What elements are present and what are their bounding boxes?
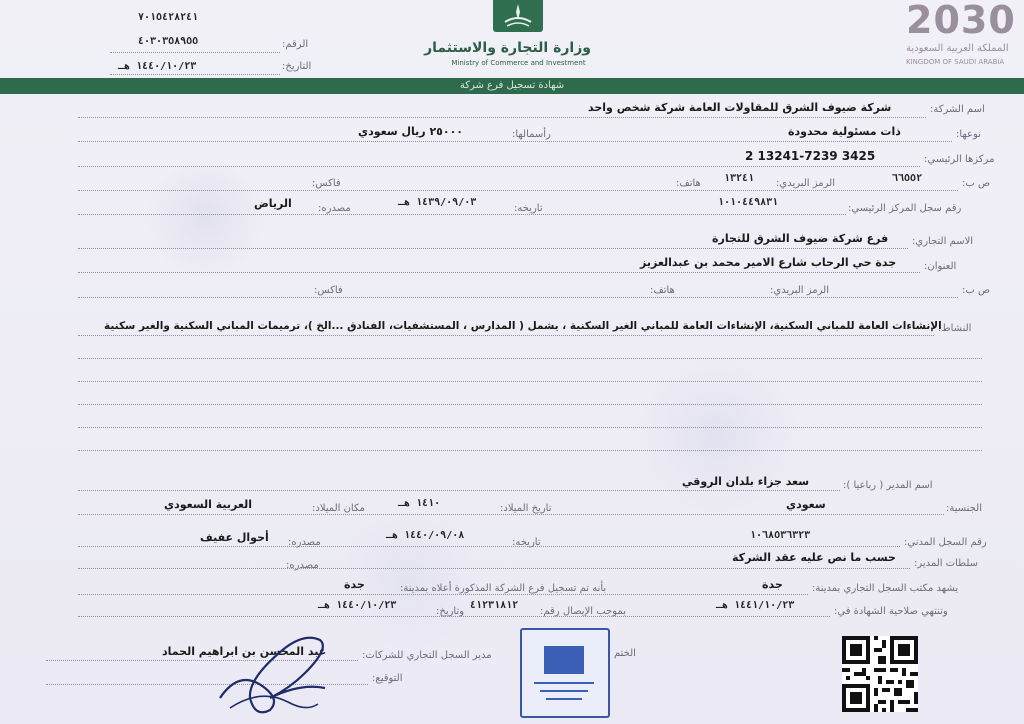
expiry-line <box>78 616 830 617</box>
activity-line-3 <box>78 381 982 382</box>
director-label: مدير السجل التجاري للشركات: <box>362 650 492 661</box>
receipt-label: بموجب الإيصال رقم: <box>540 606 626 617</box>
title-banner <box>0 78 1024 94</box>
id-line <box>78 546 900 547</box>
branch-pobox-label: ص ب: <box>962 285 991 296</box>
branch-postal-label: الرمز البريدي: <box>770 285 829 296</box>
certificate-title: شهادة تسجيل فرع شركة <box>459 80 565 91</box>
stamp-emblem-icon <box>544 646 584 674</box>
main-cr-line <box>78 214 846 215</box>
stamp-line-1 <box>534 682 594 684</box>
signature-icon <box>210 628 340 720</box>
stamp-line-2 <box>540 690 588 692</box>
id-label: رقم السجل المدني: <box>904 537 987 548</box>
activity-line-5 <box>78 427 982 428</box>
expiry-date: ١٤٤١/١٠/٢٣ هـ <box>716 600 795 611</box>
pobox-value: ٦٦٥٥٢ <box>892 173 923 184</box>
receipt-date-label: وتاريخ: <box>436 606 465 617</box>
stamp-label: الختم <box>614 648 636 659</box>
source-value: الرياض <box>254 197 292 210</box>
nationality-label: الجنسية: <box>946 503 982 514</box>
company-name-value: شركة ضيوف الشرق للمقاولات العامة شركة شخص واحد <box>588 101 892 114</box>
id-date-value: ١٤٤٠/٠٩/٠٨ هـ <box>386 530 465 541</box>
birth-date-label: تاريخ الميلاد: <box>500 503 552 514</box>
postal-value: ١٣٢٤١ <box>724 173 755 184</box>
ref-number: ٧٠١٥٤٢٨٢٤١ <box>138 12 199 23</box>
id-value: ١٠٦٨٥٣٦٣٢٣ <box>750 530 811 541</box>
qr-code-icon[interactable] <box>842 636 918 712</box>
ministry-name-en: Ministry of Commerce and Investment <box>451 59 586 67</box>
manager-name-line <box>78 490 840 491</box>
hq-label: مركزها الرئيسي: <box>924 154 995 165</box>
nationality-line <box>78 514 944 515</box>
address-value: جدة حي الرحاب شارع الامير محمد بن عبدالعزيز <box>640 256 897 269</box>
birth-place-label: مكان الميلاد: <box>312 503 365 514</box>
pobox-label: ص ب: <box>962 178 991 189</box>
fax-label: فاكس: <box>312 178 341 189</box>
main-cr-label: رقم سجل المركز الرئيسي: <box>848 203 962 214</box>
activity-line-4 <box>78 404 982 405</box>
main-cr-value: ١٠١٠٤٤٩٨٣١ <box>718 197 779 208</box>
vision-2030-logo: 2030 <box>906 0 1016 42</box>
address-label: العنوان: <box>924 261 957 272</box>
official-stamp-icon <box>520 628 610 718</box>
birth-place-value: العربية السعودي <box>164 498 252 511</box>
main-cr-date-value: ١٤٣٩/٠٩/٠٣ هـ <box>398 197 477 208</box>
ref-number-2: ٤٠٣٠٣٥٨٩٥٥ <box>138 36 199 47</box>
trade-name-value: فرع شركة ضيوف الشرق للتجارة <box>712 232 889 245</box>
pobox-line <box>78 190 958 191</box>
cert-line1-text: بأنه تم تسجيل فرع الشركة المذكورة أعلاه بمدينة: <box>400 583 607 594</box>
hq-line <box>78 166 920 167</box>
activity-line-2 <box>78 358 982 359</box>
authority-source-label: مصدره: <box>286 560 319 571</box>
date-line <box>110 74 280 75</box>
ref-label: الرقم: <box>282 39 309 50</box>
vision-country-en: KINGDOM OF SAUDI ARABIA <box>906 58 1005 66</box>
cert-line1-city2: جدة <box>344 578 365 591</box>
company-name-label: اسم الشركة: <box>930 104 985 115</box>
authority-label: سلطات المدير: <box>914 558 979 569</box>
source-label: مصدره: <box>318 203 351 214</box>
ministry-name-ar: وزارة التجارة والاستثمار <box>424 40 591 56</box>
capital-label: رأسمالها: <box>512 129 551 140</box>
date-label: التاريخ: <box>282 61 312 72</box>
activity-line-6 <box>78 450 982 451</box>
cert-line1 <box>78 594 808 595</box>
ministry-emblem-icon <box>493 0 543 32</box>
stamp-line-3 <box>546 698 582 700</box>
receipt-date-value: ١٤٤٠/١٠/٢٣ هـ <box>318 600 397 611</box>
address-line <box>78 272 920 273</box>
company-type-value: ذات مسئولية محدودة <box>788 125 901 138</box>
authority-line <box>78 568 910 569</box>
company-type-label: نوعها: <box>956 129 981 140</box>
id-source-value: أحوال عفيف <box>200 531 269 544</box>
birth-date-value: ١٤١٠ هـ <box>398 498 441 509</box>
expiry-label: وتنتهي صلاحية الشهادة في: <box>834 606 948 617</box>
activity-line-1 <box>78 335 934 336</box>
branch-pobox-line <box>78 297 958 298</box>
hq-value: 2 13241-7239 3425 <box>745 149 876 163</box>
signature-label: التوقيع: <box>372 673 403 684</box>
branch-fax-label: فاكس: <box>314 285 343 296</box>
manager-name-value: سعد جزاء بلدان الروقي <box>682 475 810 488</box>
cert-line1-label: يشهد مكتب السجل التجاري بمدينة: <box>812 583 959 594</box>
manager-name-label: اسم المدير ( رباعيا ): <box>843 480 933 491</box>
phone-label: هاتف: <box>676 178 701 189</box>
activity-value: الإنشاءات العامة للمباني السكنية، الإنشاءات العامة للمباني الغير السكنية ، يشمل ( المدارس ، المستشفيات، الفنادق ...الخ )، ترميمات المباني السكنية والغير سكنية <box>104 320 942 332</box>
cert-line1-city: جدة <box>762 578 783 591</box>
receipt-value: ٤١٢٣١٨١٢ <box>470 600 519 611</box>
director-name: عبد المحسن بن ابراهيم الحماد <box>162 645 327 658</box>
ref-line <box>110 52 280 53</box>
company-type-line <box>78 141 952 142</box>
company-name-line <box>78 117 926 118</box>
trade-name-label: الاسم التجاري: <box>912 236 974 247</box>
nationality-value: سعودي <box>786 498 826 511</box>
branch-phone-label: هاتف: <box>650 285 675 296</box>
postal-label: الرمز البريدي: <box>776 178 835 189</box>
main-cr-date-label: تاريخه: <box>514 203 543 214</box>
activity-label: النشاط: <box>938 323 972 334</box>
vision-country-ar: المملكة العربية السعودية <box>906 43 1009 54</box>
id-date-label: تاريخه: <box>512 537 541 548</box>
issue-date: ١٤٤٠/١٠/٢٣ هـ <box>118 61 197 72</box>
authority-value: حسب ما نص عليه عقد الشركة <box>732 551 896 564</box>
capital-value: ٢٥٠٠٠ ريال سعودي <box>358 125 464 138</box>
id-source-label: مصدره: <box>288 537 321 548</box>
trade-name-line <box>78 248 908 249</box>
